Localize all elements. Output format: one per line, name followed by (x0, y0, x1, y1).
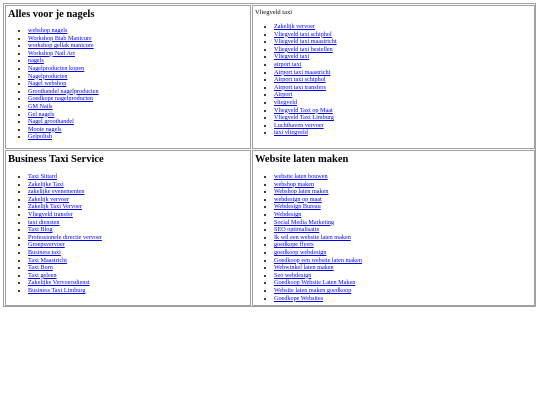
link[interactable]: Gelpolish (28, 133, 53, 141)
link[interactable]: webshop maken (274, 180, 315, 188)
list-item (274, 219, 534, 227)
list-item (28, 27, 250, 35)
link[interactable]: Mooie nagels (28, 125, 62, 133)
list-item (274, 38, 534, 46)
link[interactable]: Airport (274, 91, 293, 99)
link-list (253, 173, 534, 302)
link[interactable]: GM Nails (28, 102, 53, 110)
list-item (274, 272, 534, 280)
list-item (274, 257, 534, 265)
link[interactable]: SEO optimalisatie (274, 226, 320, 234)
list-item (274, 61, 534, 69)
link-grid (3, 3, 536, 307)
link[interactable]: goedkoop webdesign (274, 248, 327, 256)
link[interactable]: Taxi geleen (28, 271, 57, 279)
list-item (28, 118, 250, 126)
list-item (28, 35, 250, 43)
list-item (274, 129, 534, 137)
link[interactable]: website laten bouwen (274, 173, 328, 180)
link[interactable]: Zakelijk vervoer (274, 23, 316, 30)
list-item (28, 234, 250, 242)
list-item (274, 122, 534, 130)
cell-business-taxi (5, 150, 251, 306)
link-list (6, 173, 250, 295)
link[interactable]: Gel nagels (28, 110, 55, 118)
link[interactable]: taxi diensten (28, 218, 60, 226)
link[interactable]: Ik wil een website laten maken (274, 233, 351, 241)
link[interactable]: Webwinkel laten maken (274, 264, 334, 272)
link[interactable]: vliegveld (274, 98, 298, 106)
cell-title: Alles voor je nagels (8, 9, 95, 20)
link[interactable]: airport taxi (274, 60, 302, 68)
list-item (274, 31, 534, 39)
link[interactable]: Zakelijk vervoer (28, 195, 70, 203)
list-item (28, 226, 250, 234)
link[interactable]: Vliegveld Taxi op Maat (274, 106, 333, 114)
link[interactable]: Webshop laten maken (274, 188, 329, 196)
list-item (28, 203, 250, 211)
link[interactable]: nagels (28, 57, 44, 65)
link[interactable]: Nagelproducten (28, 72, 68, 80)
link[interactable]: Webdesign (274, 210, 302, 218)
cell-nagels (5, 5, 251, 149)
list-item (28, 173, 250, 181)
link[interactable]: Taxi Sittard (28, 173, 57, 180)
list-item (28, 219, 250, 227)
link[interactable]: taxi vliegveld (274, 129, 308, 137)
list-item (28, 57, 250, 65)
list-item (274, 287, 534, 295)
link[interactable]: Taxi Born (28, 264, 53, 272)
list-item (274, 107, 534, 115)
list-item (274, 203, 534, 211)
link[interactable]: webshop nagels (28, 27, 68, 34)
link[interactable]: Goedkoop een website laten maken (274, 256, 362, 264)
link[interactable]: Vliegveld transfer (28, 210, 73, 218)
list-item (274, 181, 534, 189)
link[interactable]: Workshop Nail Art (28, 49, 75, 57)
link[interactable]: Goedkoop Website Laten Maken (274, 279, 356, 287)
list-item (28, 65, 250, 73)
link[interactable]: Nagel webshop (28, 80, 67, 88)
list-item (274, 76, 534, 84)
link[interactable]: Groepsvervoer (28, 241, 65, 249)
link[interactable]: Taxi Maastricht (28, 256, 67, 264)
list-item (274, 234, 534, 242)
list-item (274, 196, 534, 204)
list-item (274, 46, 534, 54)
link[interactable]: Goedkope Websites (274, 294, 324, 302)
list-item (274, 241, 534, 249)
list-item (28, 133, 250, 141)
list-item (28, 211, 250, 219)
list-item (28, 249, 250, 257)
link[interactable]: workshop gellak manicure (28, 42, 94, 50)
list-item (274, 211, 534, 219)
link[interactable]: Goedkope nagelproducten (28, 95, 94, 103)
cell-title: Vliegveld taxi (255, 9, 293, 16)
link[interactable]: Website laten maken goedkoop (274, 286, 352, 294)
link[interactable]: Vliegveld taxi bestellen (274, 45, 333, 53)
list-item (28, 50, 250, 58)
list-item (28, 287, 250, 295)
list-item (28, 80, 250, 88)
list-item (28, 42, 250, 50)
list-item (28, 196, 250, 204)
list-item (28, 73, 250, 81)
list-item (28, 241, 250, 249)
list-item (28, 88, 250, 96)
list-item (274, 69, 534, 77)
cell-vliegveld-taxi (252, 5, 535, 149)
link[interactable]: webdesign op maat (274, 195, 322, 203)
list-item (274, 226, 534, 234)
link[interactable]: Groothandel nagelproducten (28, 87, 99, 95)
list-item (274, 188, 534, 196)
link[interactable]: Social Media Marketing (274, 218, 335, 226)
list-item (28, 126, 250, 134)
link[interactable]: Zakelijk Taxi Vervoer (28, 203, 82, 211)
link[interactable]: Nagel groothandel (28, 118, 74, 126)
link[interactable]: Airport taxi transfers (274, 83, 326, 91)
list-item (274, 99, 534, 107)
list-item (28, 103, 250, 111)
list-item (28, 272, 250, 280)
link[interactable]: Taxi Blog (28, 226, 53, 234)
list-item (274, 173, 534, 181)
list-item (28, 188, 250, 196)
link[interactable]: Workshop Biab Manicure (28, 34, 92, 42)
link-list (6, 27, 250, 141)
cell-title: Business Taxi Service (8, 154, 104, 165)
link-list (253, 23, 534, 137)
link[interactable]: Vliegveld taxi maastricht (274, 38, 337, 46)
list-item (274, 279, 534, 287)
list-item (274, 249, 534, 257)
link[interactable]: Vliegveld taxi (274, 53, 310, 61)
list-item (274, 53, 534, 61)
link[interactable]: Vliegveld taxi schiphol (274, 30, 332, 38)
link[interactable]: Zakelijke Vervoersdienst (28, 279, 90, 287)
list-item (28, 264, 250, 272)
link[interactable]: Zakelijke Taxi (28, 180, 64, 188)
list-item (274, 295, 534, 303)
cell-website-laten-maken (252, 150, 535, 306)
cell-title: Website laten maken (255, 154, 349, 165)
list-item (274, 84, 534, 92)
link[interactable]: Nagelproducten kopen (28, 64, 85, 72)
list-item (274, 91, 534, 99)
list-item (28, 181, 250, 189)
link[interactable]: Professionele directie vervoer (28, 233, 102, 241)
link[interactable]: zakelijke evenementen (28, 188, 85, 196)
list-item (28, 279, 250, 287)
link[interactable]: Seo webdesign (274, 271, 312, 279)
link[interactable]: Airport taxi schiphol (274, 76, 326, 84)
link[interactable]: Business Taxi Limburg (28, 286, 86, 294)
link[interactable]: goedkope flyers (274, 241, 314, 249)
list-item (28, 257, 250, 265)
link[interactable]: Business taxi (28, 248, 61, 256)
list-item (28, 111, 250, 119)
link[interactable]: Luchthaven vervoer (274, 121, 324, 129)
link[interactable]: Vliegveld Taxi Limburg (274, 114, 334, 122)
list-item (274, 114, 534, 122)
link[interactable]: Airport taxi maastricht (274, 68, 331, 76)
list-item (274, 23, 534, 31)
list-item (28, 95, 250, 103)
link[interactable]: Webdesign Bureau (274, 203, 321, 211)
list-item (274, 264, 534, 272)
